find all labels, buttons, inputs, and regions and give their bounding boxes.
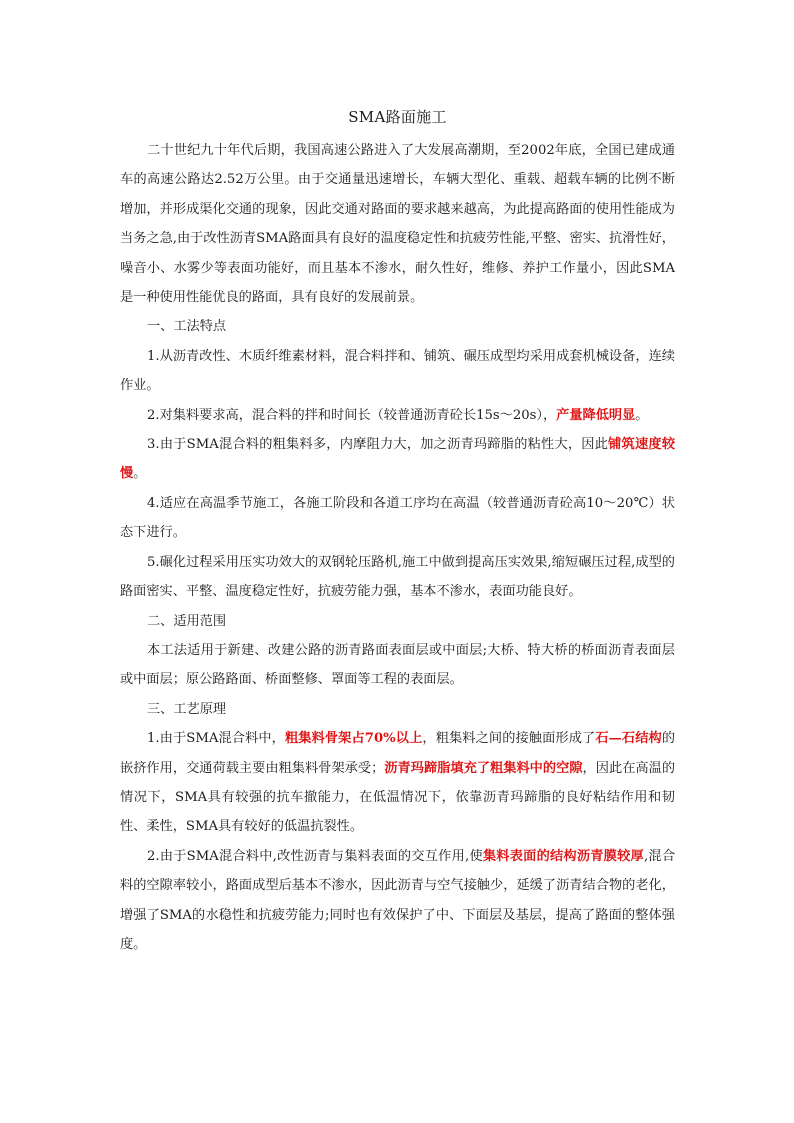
document-page <box>120 104 675 959</box>
feature-item-5: 5.碾化过程采用压实功效大的双钢轮压路机,施工中做到提高压实效果,缩短碾压过程,成型的路面密实、平整、温度稳定性好，抗疲劳能力强，基本不渗水，表面功能良好。 <box>120 554 675 600</box>
section-heading-principle: 三、工艺原理 <box>147 701 227 717</box>
emphasis-skeleton-ratio: 粗集料骨架占70%以上 <box>284 731 423 747</box>
feature-item-2 <box>120 401 675 430</box>
scope-paragraph: 本工法适用于新建、改建公路的沥青路面表面层或中面层;大桥、特大桥的桥面沥青表面层或中面层；原公路路面、桥面整修、罩面等工程的表面层。 <box>120 642 675 688</box>
intro-paragraph: 二十世纪九十年代后期，我国高速公路进入了大发展高潮期，至2002年底，全国已建成通车的高速公路达2.52万公里。由于交通量迅速增长，车辆大型化、重载、超载车辆的比例不断增加，并形成渠化交通的现象，因此交通对路面的要求越来越高，为此提高路面的使用性能成为当务之急,由于改性沥青SMA路面具有良好的温度稳定性和抗疲劳性能,平整、密实、抗滑性好，噪音小、水雾少等表面功能好，而且基本不渗水，耐久性好，维修、养护工作量小，因此SMA是一种使用性能优良的路面，具有良好的发展前景。 <box>120 143 675 306</box>
emphasis-mastic-fill: 沥青玛蹄脂填充了粗集料中的空隙 <box>384 760 583 776</box>
feature-item-4: 4.适应在高温季节施工，各施工阶段和各道工序均在高温（较普通沥青砼高10～20℃）状态下进行。 <box>120 495 675 541</box>
feature-item-1: 1.从沥青改性、木质纤维素材料，混合料拌和、铺筑、碾压成型均采用成套机械设备，连续作业。 <box>120 348 675 394</box>
feature-item-2-end: 。 <box>635 407 649 423</box>
principle-item-1-text-a: 1.由于SMA混合料中， <box>147 731 285 747</box>
principle-item-1 <box>120 724 675 842</box>
feature-item-3 <box>120 430 675 489</box>
principle-item-1-text-c: 的嵌挤作用，交通荷载主要由粗集料骨架承受； <box>120 731 676 776</box>
emphasis-thick-film: 集料表面的结构沥青膜较厚 <box>482 848 644 864</box>
section-heading-features: 一、工法特点 <box>147 319 227 335</box>
emphasis-output-drop: 产量降低明显 <box>556 407 636 423</box>
principle-item-1-text-b: ，粗集料之间的接触面形成了 <box>422 731 596 747</box>
emphasis-slow-paving: 铺筑速度较慢 <box>120 437 676 482</box>
section-heading-scope: 二、适用范围 <box>147 613 227 629</box>
feature-item-3-end: 。 <box>133 466 147 482</box>
principle-item-2-text-a: 2.由于SMA混合料中,改性沥青与集料表面的交互作用,使 <box>147 848 483 864</box>
feature-item-2-text: 2.对集料要求高，混合料的拌和时间长（较普通沥青砼长15s～20s）， <box>147 407 557 423</box>
page-title: SMA路面施工 <box>348 108 447 126</box>
feature-item-3-text: 3.由于SMA混合料的粗集料多，内摩阻力大，加之沥青玛蹄脂的粘性大，因此 <box>147 437 609 453</box>
principle-item-2 <box>120 842 675 960</box>
principle-item-1-text-d: ，因此在高温的情况下，SMA具有较强的抗车撤能力，在低温情况下，依靠沥青玛蹄脂的良好粘结作用和韧性、柔性，SMA具有较好的低温抗裂性。 <box>120 760 676 835</box>
emphasis-stone-on-stone: 石—石结构 <box>595 731 662 747</box>
principle-item-2-text-b: ,混合料的空隙率较小，路面成型后基本不渗水，因此沥青与空气接触少，延缓了沥青结合物的老化，增强了SMA的水稳性和抗疲劳能力;同时也有效保护了中、下面层及基层，提高了路面的整体强度。 <box>120 848 676 952</box>
